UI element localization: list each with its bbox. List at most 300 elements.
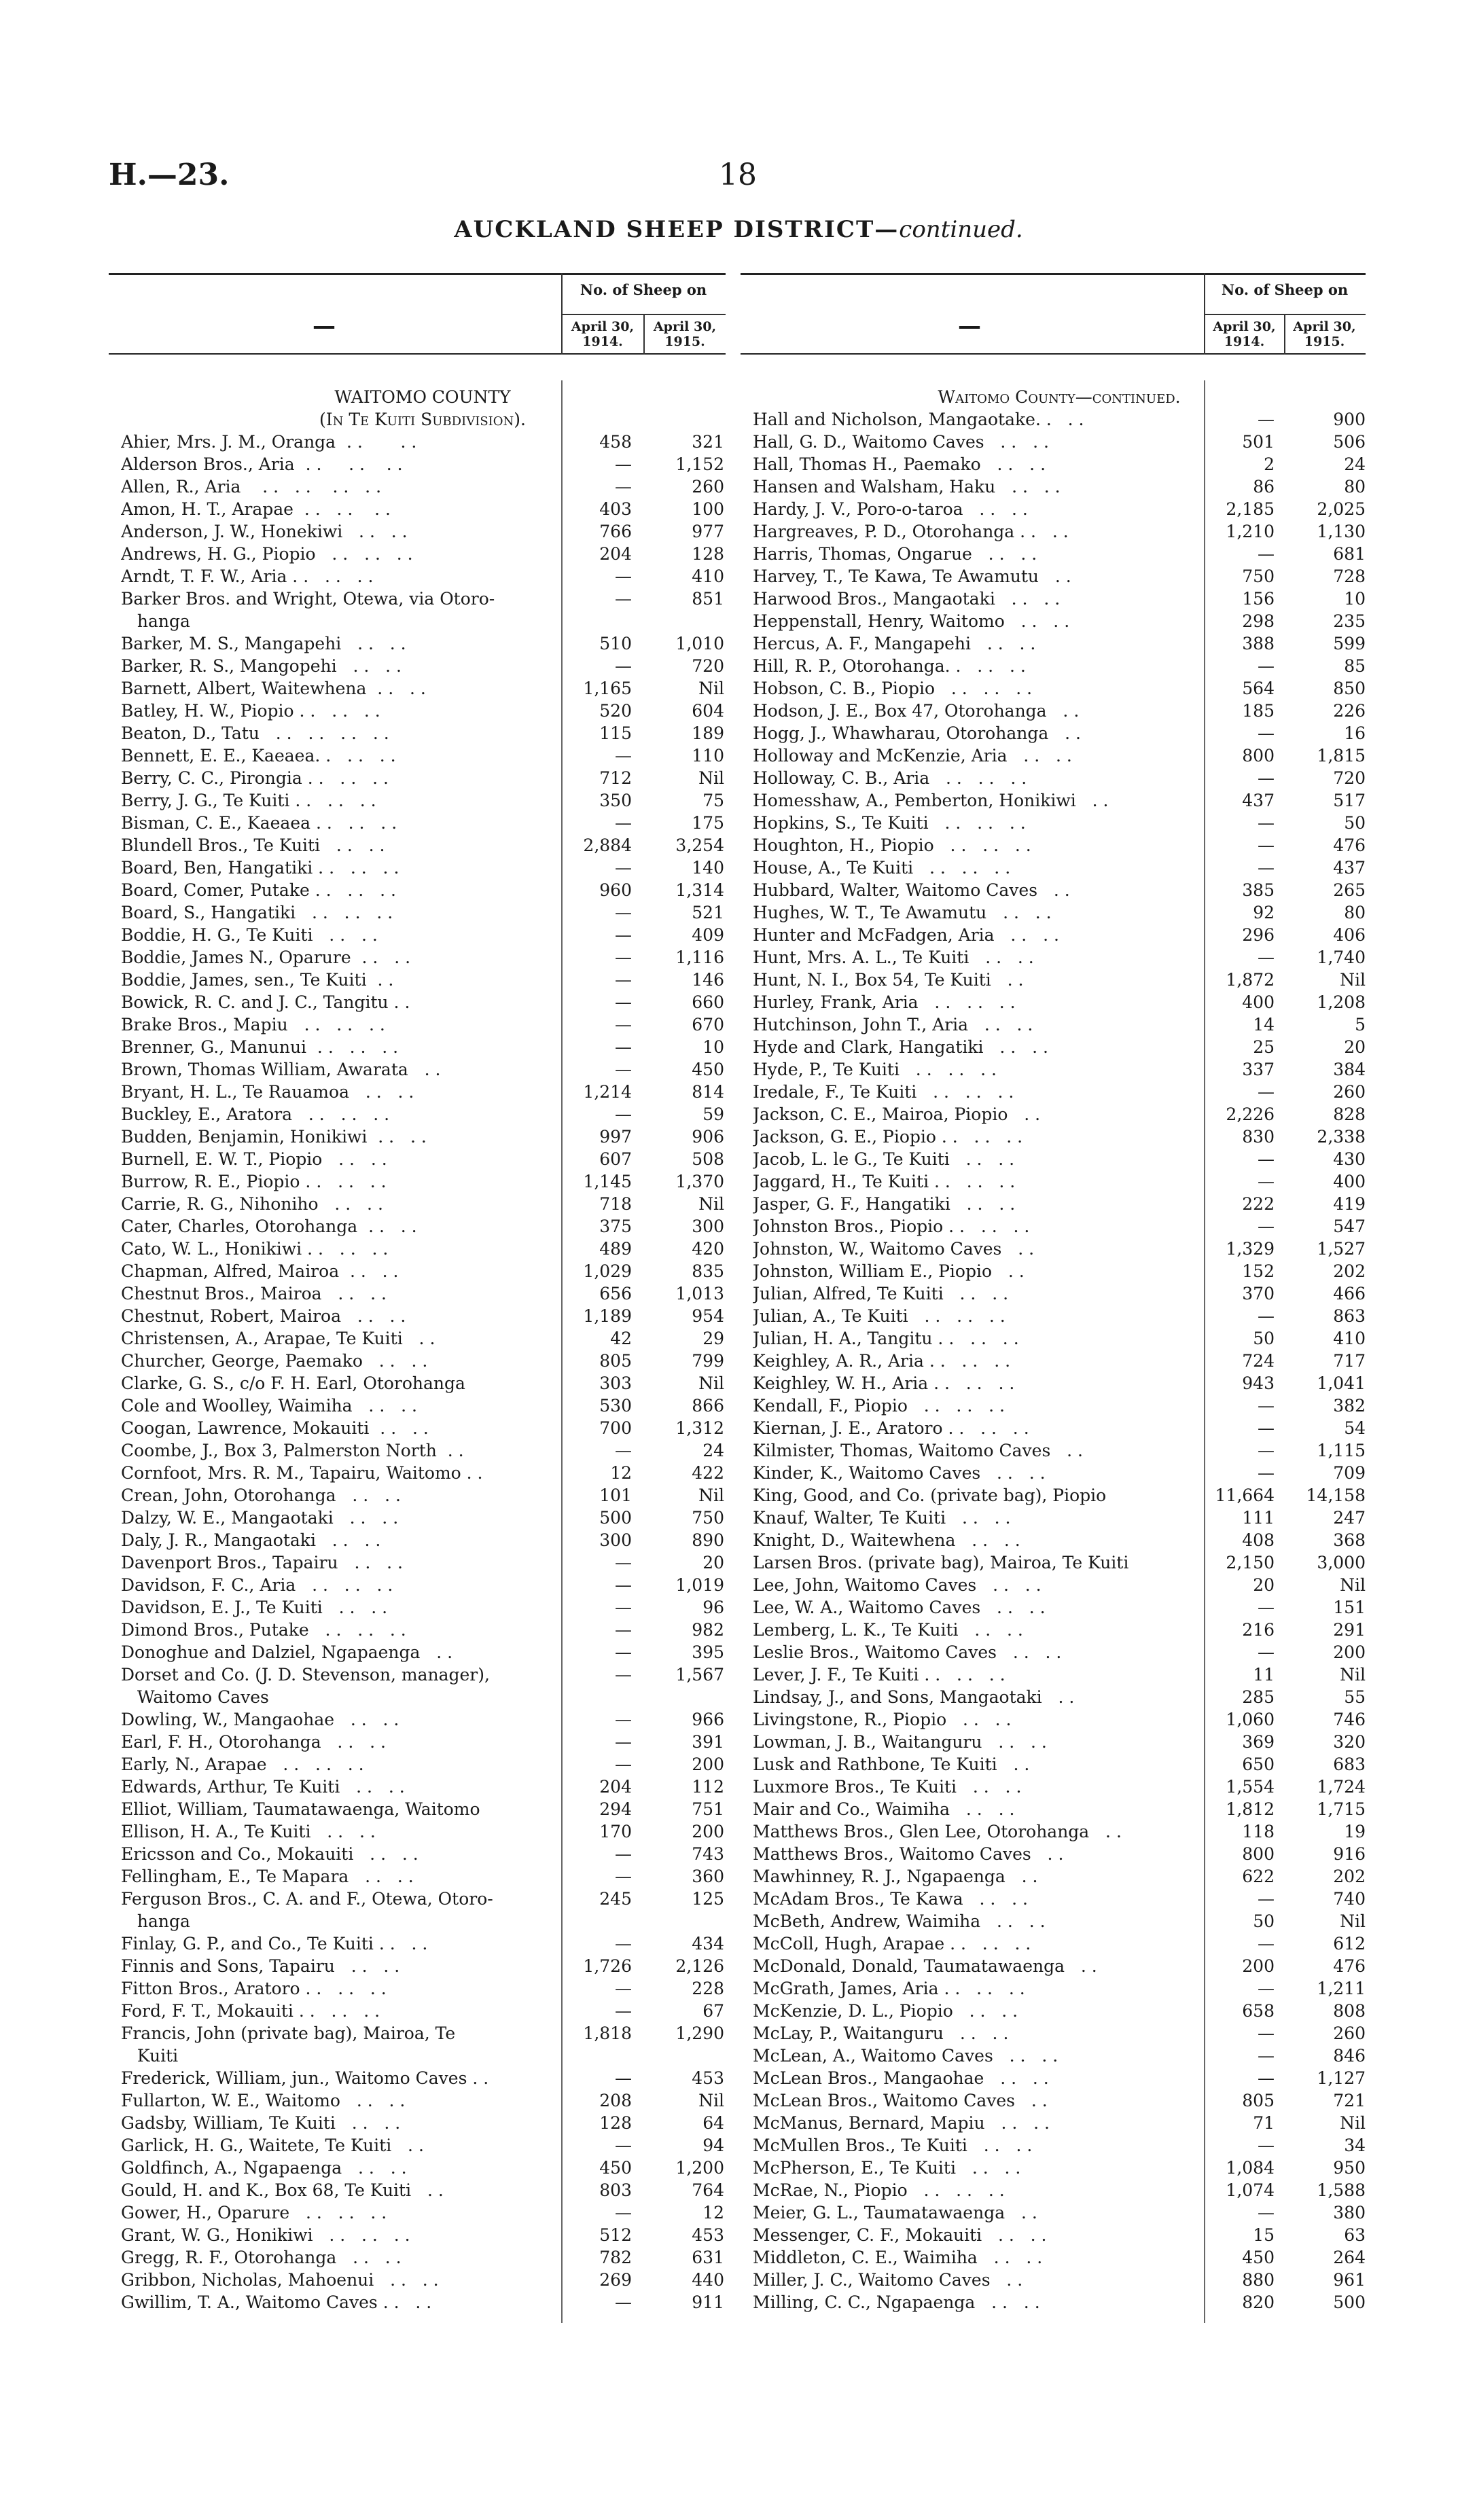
sheep-1915: 961 — [1333, 2270, 1366, 2290]
col-1915-line1: April 30, — [653, 319, 717, 334]
table-row — [753, 588, 1366, 610]
sheep-1914: — — [615, 656, 632, 676]
col-1914-header — [1205, 319, 1283, 349]
sheep-1915: 866 — [692, 1396, 724, 1416]
sheep-1915: 517 — [1333, 791, 1366, 810]
table-row — [753, 1551, 1366, 1574]
sheep-1914: — — [615, 813, 632, 833]
table-row — [753, 2291, 1366, 2314]
sheep-1914: 294 — [599, 1799, 632, 1819]
holder-name: Livingstone, R., Piopio . . . . — [753, 1710, 1012, 1729]
sheep-1915: 683 — [1333, 1754, 1366, 1774]
sheep-1914: 530 — [599, 1396, 632, 1416]
holder-name: Hurley, Frank, Aria . . . . . . — [753, 992, 1016, 1012]
sheep-1914: — — [1258, 2136, 1275, 2155]
sheep-1914: — — [615, 858, 632, 878]
sheep-1915: 500 — [1333, 2292, 1366, 2312]
sheep-1915: 1,370 — [675, 1172, 724, 1191]
sheep-1915: 681 — [1333, 544, 1366, 564]
sheep-1915: 916 — [1333, 1844, 1366, 1864]
sheep-1915: 434 — [692, 1934, 724, 1954]
page-title — [0, 216, 1477, 243]
holder-name: Garlick, H. G., Waitete, Te Kuiti . . — [121, 2136, 424, 2155]
sheep-1914: 2,185 — [1226, 499, 1275, 519]
sheep-1915: 1,724 — [1317, 1777, 1366, 1797]
table-row — [753, 632, 1366, 655]
sheep-1915: 260 — [1333, 1082, 1366, 1102]
sheep-1915: 740 — [1333, 1889, 1366, 1909]
holder-name: Gribbon, Nicholas, Mahoenui . . . . — [121, 2270, 439, 2290]
sheep-1914: — — [615, 1665, 632, 1685]
table-row — [121, 2246, 724, 2269]
table-row — [121, 1641, 724, 1663]
table-row — [121, 2201, 724, 2224]
table-row — [121, 2067, 724, 2089]
sheep-1915: 409 — [692, 925, 724, 945]
sheep-1915: 508 — [692, 1149, 724, 1169]
sheep-1914: 12 — [610, 1463, 632, 1483]
sheep-count-group-label: No. of Sheep on — [1221, 281, 1349, 298]
table-row — [121, 1820, 724, 1843]
table-row — [753, 1977, 1366, 2000]
sheep-1915: 75 — [702, 791, 724, 810]
sheep-1914: — — [1258, 544, 1275, 564]
sheep-1915: 406 — [1333, 925, 1366, 945]
holder-name: Knauf, Walter, Te Kuiti . . . . — [753, 1508, 1011, 1528]
table-row — [121, 744, 724, 767]
sheep-1914: 170 — [599, 1822, 632, 1841]
holder-name: Bennett, E. E., Kaeaea. . . . . . — [121, 746, 396, 766]
holder-name: Fullarton, W. E., Waitomo . . . . — [121, 2091, 406, 2110]
holder-name: Johnston Bros., Piopio . . . . . . — [753, 1217, 1030, 1236]
sheep-1915: 1,567 — [675, 1665, 724, 1685]
holder-name: Matthews Bros., Waitomo Caves . . — [753, 1844, 1064, 1864]
holder-name: Hutchinson, John T., Aria . . . . — [753, 1015, 1033, 1034]
holder-name: Waitomo County—continued. — [938, 387, 1181, 407]
sheep-1914: — — [615, 1441, 632, 1460]
sheep-1915: Nil — [698, 768, 724, 788]
table-row — [121, 812, 724, 834]
sheep-1915: 50 — [1344, 813, 1366, 833]
holder-name: Hall, G. D., Waitomo Caves . . . . — [753, 432, 1049, 452]
sheep-1915: 12 — [702, 2203, 724, 2222]
table-row — [121, 1103, 724, 1126]
sheep-1915: 453 — [692, 2225, 724, 2245]
table-row — [753, 386, 1359, 408]
table-row — [753, 1820, 1366, 1843]
holder-name: Bisman, C. E., Kaeaea . . . . . . — [121, 813, 397, 833]
table-row — [121, 2224, 724, 2246]
table-row — [121, 1663, 724, 1686]
holder-name: Berry, C. C., Pirongia . . . . . . — [121, 768, 389, 788]
holder-name: Mawhinney, R. J., Ngapaenga . . — [753, 1867, 1038, 1886]
sheep-1915: 709 — [1333, 1463, 1366, 1483]
sheep-1914: — — [1258, 2046, 1275, 2066]
sheep-1914: 656 — [599, 1284, 632, 1303]
table-row — [121, 1462, 724, 1484]
sheep-1914: — — [615, 2292, 632, 2312]
sheep-1915: 1,019 — [675, 1575, 724, 1595]
holder-name: Board, S., Hangatiki . . . . . . — [121, 903, 393, 922]
sheep-1914: — — [615, 1979, 632, 1998]
holder-name: Dowling, W., Mangaohae . . . . — [121, 1710, 399, 1729]
sheep-1915: 612 — [1333, 1934, 1366, 1954]
holder-name: Cater, Charles, Otorohanga . . . . — [121, 1217, 417, 1236]
sheep-1915: 977 — [692, 522, 724, 541]
table-row — [753, 1888, 1366, 1910]
holder-name: Jacob, L. le G., Te Kuiti . . . . — [753, 1149, 1015, 1169]
sheep-1915: 890 — [692, 1530, 724, 1550]
sheep-1915: 1,010 — [675, 634, 724, 653]
sheep-1915: 835 — [692, 1261, 724, 1281]
sheep-1914: 42 — [610, 1329, 632, 1348]
holder-name: Barnett, Albert, Waitewhena . . . . — [121, 679, 426, 698]
sheep-1915: 450 — [692, 1060, 724, 1079]
table-row — [753, 475, 1366, 498]
sheep-1914: 337 — [1242, 1060, 1275, 1079]
table-row — [753, 744, 1366, 767]
table-row — [753, 1932, 1366, 1955]
holder-name: Chapman, Alfred, Mairoa . . . . — [121, 1261, 399, 1281]
sheep-1915: 20 — [1344, 1037, 1366, 1057]
sheep-1915: 64 — [702, 2113, 724, 2133]
table-row — [121, 1619, 724, 1641]
holder-name: Edwards, Arthur, Te Kuiti . . . . — [121, 1777, 405, 1797]
holder-name: Carrie, R. G., Nihoniho . . . . — [121, 1194, 383, 1214]
holder-name: Buckley, E., Aratora . . . . . . — [121, 1104, 390, 1124]
table-row — [753, 565, 1366, 588]
table-row — [753, 1865, 1366, 1888]
table-row — [121, 2134, 724, 2157]
table-row — [121, 722, 724, 744]
sheep-1915: 1,200 — [675, 2158, 724, 2178]
table-row — [121, 1551, 724, 1574]
left-column-list — [121, 386, 724, 2314]
table-row — [753, 857, 1366, 879]
holder-name: Hyde and Clark, Hangatiki . . . . — [753, 1037, 1048, 1057]
table-row — [753, 1260, 1366, 1282]
sheep-1915: 410 — [1333, 1329, 1366, 1348]
sheep-1914: — — [1258, 723, 1275, 743]
table-row — [753, 1462, 1366, 1484]
sheep-1914: 350 — [599, 791, 632, 810]
sheep-1914: — — [615, 2001, 632, 2021]
table-row — [121, 1439, 724, 1462]
table-row — [753, 1798, 1366, 1820]
holder-name: Hill, R. P., Otorohanga. . . . . . — [753, 656, 1026, 676]
table-row — [121, 632, 724, 655]
sheep-1914: — — [1258, 858, 1275, 878]
holder-name: Kuiti — [121, 2046, 179, 2066]
sheep-1914: — — [1258, 1172, 1275, 1191]
sheep-1914: 520 — [599, 701, 632, 721]
sheep-1915: 1,314 — [675, 880, 724, 900]
sheep-1914: — — [615, 454, 632, 474]
sheep-1915: 1,130 — [1317, 522, 1366, 541]
sheep-1915: 808 — [1333, 2001, 1366, 2021]
col-1914-line2: 1914. — [1224, 334, 1265, 349]
sheep-1914: 450 — [599, 2158, 632, 2178]
sheep-1914: — — [1258, 410, 1275, 429]
sheep-1914: — — [1258, 1441, 1275, 1460]
sheep-1915: 54 — [1344, 1418, 1366, 1438]
table-row — [753, 1596, 1366, 1619]
table-row — [753, 812, 1366, 834]
holder-name: Fitton Bros., Aratoro . . . . . . — [121, 1979, 387, 1998]
holder-name: Lever, J. F., Te Kuiti . . . . . . — [753, 1665, 1006, 1685]
sheep-1914: 830 — [1242, 1127, 1275, 1147]
sheep-1914: — — [615, 746, 632, 766]
holder-name: McPherson, E., Te Kuiti . . . . — [753, 2158, 1021, 2178]
sheep-1914: 245 — [599, 1889, 632, 1909]
sheep-1914: 204 — [599, 544, 632, 564]
holder-name: Heppenstall, Henry, Waitomo . . . . — [753, 611, 1070, 631]
sheep-1914: 489 — [599, 1239, 632, 1259]
table-row — [753, 520, 1366, 543]
sheep-1915: 521 — [692, 903, 724, 922]
sheep-1915: 16 — [1344, 723, 1366, 743]
sheep-1915: 420 — [692, 1239, 724, 1259]
table-row — [753, 2269, 1366, 2291]
sheep-1914: 1,145 — [583, 1172, 632, 1191]
sheep-1915: 10 — [702, 1037, 724, 1057]
table-row — [121, 1282, 724, 1305]
holder-name: Iredale, F., Te Kuiti . . . . . . — [753, 1082, 1014, 1102]
sheep-1915: 24 — [1344, 454, 1366, 474]
holder-name: Hyde, P., Te Kuiti . . . . . . — [753, 1060, 997, 1079]
sheep-1915: 247 — [1333, 1508, 1366, 1528]
holder-name: Julian, Alfred, Te Kuiti . . . . — [753, 1284, 1009, 1303]
table-row — [753, 2022, 1366, 2045]
sheep-1914: — — [1258, 1306, 1275, 1326]
sheep-1915: 260 — [692, 477, 724, 497]
holder-name: Hargreaves, P. D., Otorohanga . . . . — [753, 522, 1069, 541]
holder-name: Kiernan, J. E., Aratoro . . . . . . — [753, 1418, 1029, 1438]
name-column-dash: — — [958, 312, 981, 340]
sheep-1914: — — [615, 2068, 632, 2088]
name-column-dash: — — [313, 312, 336, 340]
sheep-1914: 1,189 — [583, 1306, 632, 1326]
sheep-1914: 960 — [599, 880, 632, 900]
holder-name: Harvey, T., Te Kawa, Te Awamutu . . — [753, 566, 1071, 586]
holder-name: Fellingham, E., Te Mapara . . . . — [121, 1867, 414, 1886]
sheep-1915: 202 — [1333, 1261, 1366, 1281]
table-row — [753, 2045, 1366, 2067]
sheep-1915: 80 — [1344, 477, 1366, 497]
holder-name: Brown, Thomas William, Awarata . . — [121, 1060, 441, 1079]
sheep-1915: Nil — [698, 1194, 724, 1214]
table-row — [121, 1574, 724, 1596]
sheep-1914: — — [1258, 656, 1275, 676]
sheep-1914: — — [615, 1104, 632, 1124]
table-row — [121, 1686, 724, 1708]
sheep-1914: 369 — [1242, 1732, 1275, 1752]
sheep-1914: — — [1258, 768, 1275, 788]
sheep-1915: 1,127 — [1317, 2068, 1366, 2088]
holder-name: Elliot, William, Taumatawaenga, Waitomo — [121, 1799, 480, 1819]
table-row — [121, 1888, 724, 1910]
holder-name: Lemberg, L. K., Te Kuiti . . . . — [753, 1620, 1023, 1640]
sheep-1915: 670 — [692, 1015, 724, 1034]
holder-name: Jasper, G. F., Hangatiki . . . . — [753, 1194, 1016, 1214]
sheep-1914: 1,210 — [1226, 522, 1275, 541]
sheep-1914: 216 — [1242, 1620, 1275, 1640]
col-1915-line2: 1915. — [664, 334, 705, 349]
table-row — [121, 1350, 724, 1372]
sheep-1915: 2,025 — [1317, 499, 1366, 519]
table-row — [121, 1260, 724, 1282]
table-row — [121, 588, 724, 610]
sheep-1914: 500 — [599, 1508, 632, 1528]
sheep-1914: — — [1258, 1082, 1275, 1102]
sheep-1914: 20 — [1253, 1575, 1275, 1595]
sheep-1914: 510 — [599, 634, 632, 653]
table-row — [753, 1843, 1366, 1865]
sheep-1914: 14 — [1253, 1015, 1275, 1034]
holder-name: Churcher, George, Paemako . . . . — [121, 1351, 428, 1371]
sheep-1914: — — [1258, 2068, 1275, 2088]
sheep-1914: 450 — [1242, 2248, 1275, 2267]
holder-name: McLean Bros., Waitomo Caves . . — [753, 2091, 1048, 2110]
sheep-1915: 1,013 — [675, 1284, 724, 1303]
sheep-1915: Nil — [1340, 1911, 1366, 1931]
table-row — [753, 1282, 1366, 1305]
table-row — [753, 991, 1366, 1013]
table-row — [121, 1708, 724, 1731]
table-row — [753, 1126, 1366, 1148]
sheep-1914: — — [615, 1754, 632, 1774]
holder-name: Hogg, J., Whawharau, Otorohanga . . — [753, 723, 1081, 743]
sheep-1915: 235 — [1333, 611, 1366, 631]
sheep-1914: 204 — [599, 1777, 632, 1797]
table-row — [753, 2179, 1366, 2201]
sheep-1915: Nil — [1340, 1665, 1366, 1685]
holder-name: Board, Comer, Putake . . . . . . — [121, 880, 396, 900]
sheep-1914: 303 — [599, 1373, 632, 1393]
table-row — [121, 1193, 724, 1215]
table-row — [753, 901, 1366, 924]
table-row — [753, 677, 1366, 700]
sheep-1915: 189 — [692, 723, 724, 743]
sheep-1915: 954 — [692, 1306, 724, 1326]
table-row — [121, 991, 724, 1013]
sheep-1915: 547 — [1333, 1217, 1366, 1236]
sheep-1915: Nil — [698, 1486, 724, 1505]
holder-name: McLay, P., Waitanguru . . . . — [753, 2023, 1009, 2043]
sheep-1914: 1,812 — [1226, 1799, 1275, 1819]
sheep-1914: — — [1258, 835, 1275, 855]
holder-name: Ford, F. T., Mokauiti . . . . . . — [121, 2001, 380, 2021]
table-row — [753, 2134, 1366, 2157]
sheep-1915: 112 — [692, 1777, 724, 1797]
table-row — [121, 1507, 724, 1529]
holder-name: Hopkins, S., Te Kuiti . . . . . . — [753, 813, 1026, 833]
sheep-1915: 419 — [1333, 1194, 1366, 1214]
sheep-1914: 25 — [1253, 1037, 1275, 1057]
holder-name: Luxmore Bros., Te Kuiti . . . . — [753, 1777, 1022, 1797]
sheep-1915: 863 — [1333, 1306, 1366, 1326]
table-row — [121, 901, 724, 924]
sheep-1914: 300 — [599, 1530, 632, 1550]
sheep-1915: 384 — [1333, 1060, 1366, 1079]
sheep-1914: 607 — [599, 1149, 632, 1169]
sheep-1915: 799 — [692, 1351, 724, 1371]
sheep-1914: — — [1258, 1934, 1275, 1954]
sheep-1915: 175 — [692, 813, 724, 833]
table-row — [753, 1305, 1366, 1327]
sheep-1915: 80 — [1344, 903, 1366, 922]
sheep-1915: 100 — [692, 499, 724, 519]
holder-name: Ahier, Mrs. J. M., Oranga . . . . — [121, 432, 417, 452]
sheep-1915: 228 — [692, 1979, 724, 1998]
col-1914-line1: April 30, — [571, 319, 635, 334]
table-row — [121, 924, 724, 946]
table-row — [121, 408, 724, 431]
holder-name: Kendall, F., Piopio . . . . . . — [753, 1396, 1005, 1416]
sheep-1915: 94 — [702, 2136, 724, 2155]
holder-name: Ferguson Bros., C. A. and F., Otewa, Otoro- — [121, 1889, 493, 1909]
holder-name: Davenport Bros., Tapairu . . . . — [121, 1553, 403, 1572]
sheep-1915: 599 — [1333, 634, 1366, 653]
holder-name: King, Good, and Co. (private bag), Piopio — [753, 1486, 1107, 1505]
table-row — [121, 1170, 724, 1193]
sheep-1915: 476 — [1333, 835, 1366, 855]
holder-name: Waitomo Caves — [121, 1687, 269, 1707]
holder-name: Lee, John, Waitomo Caves . . . . — [753, 1575, 1042, 1595]
table-row — [121, 789, 724, 812]
sheep-1915: 1,815 — [1317, 746, 1366, 766]
holder-name: Keighley, A. R., Aria . . . . . . — [753, 1351, 1011, 1371]
holder-name: Boddie, James, sen., Te Kuiti . . — [121, 970, 394, 990]
holder-name: Arndt, T. F. W., Aria . . . . . . — [121, 566, 374, 586]
holder-name: Hunt, N. I., Box 54, Te Kuiti . . — [753, 970, 1024, 990]
holder-name: hanga — [121, 611, 190, 631]
sheep-1915: Nil — [1340, 970, 1366, 990]
sheep-1915: 395 — [692, 1642, 724, 1662]
table-row — [753, 1753, 1366, 1776]
holder-name: Lee, W. A., Waitomo Caves . . . . — [753, 1598, 1046, 1617]
sheep-1914: 718 — [599, 1194, 632, 1214]
sheep-1915: 19 — [1344, 1822, 1366, 1841]
sheep-1914: 805 — [1242, 2091, 1275, 2110]
sheep-1914: 185 — [1242, 701, 1275, 721]
table-row — [753, 1417, 1366, 1439]
table-row — [753, 789, 1366, 812]
holder-name: Hall and Nicholson, Mangaotake. . . . — [753, 410, 1084, 429]
holder-name: McBeth, Andrew, Waimiha . . . . — [753, 1911, 1046, 1931]
sheep-1915: 300 — [692, 1217, 724, 1236]
table-row — [753, 700, 1366, 722]
holder-name: Cornfoot, Mrs. R. M., Tapairu, Waitomo . . — [121, 1463, 483, 1483]
holder-name: Gower, H., Oparure . . . . . . — [121, 2203, 387, 2222]
sheep-1914: — — [615, 1867, 632, 1886]
holder-name: Cole and Woolley, Waimiha . . . . — [121, 1396, 417, 1416]
table-row — [753, 1663, 1366, 1686]
holder-name: Boddie, James N., Oparure . . . . — [121, 948, 411, 967]
table-row — [753, 2067, 1366, 2089]
right-column-list — [753, 386, 1366, 2314]
table-row — [753, 1776, 1366, 1798]
sheep-1914: 118 — [1242, 1822, 1275, 1841]
table-row — [121, 1865, 724, 1888]
sheep-1915: 720 — [692, 656, 724, 676]
table-row — [121, 1327, 724, 1350]
holder-name: Allen, R., Aria . . . . . . . . — [121, 477, 382, 497]
sheep-1915: 1,290 — [675, 2023, 724, 2043]
sheep-1915: 1,041 — [1317, 1373, 1366, 1393]
sheep-1914: 501 — [1242, 432, 1275, 452]
holder-name: Francis, John (private bag), Mairoa, Te — [121, 2023, 456, 2043]
